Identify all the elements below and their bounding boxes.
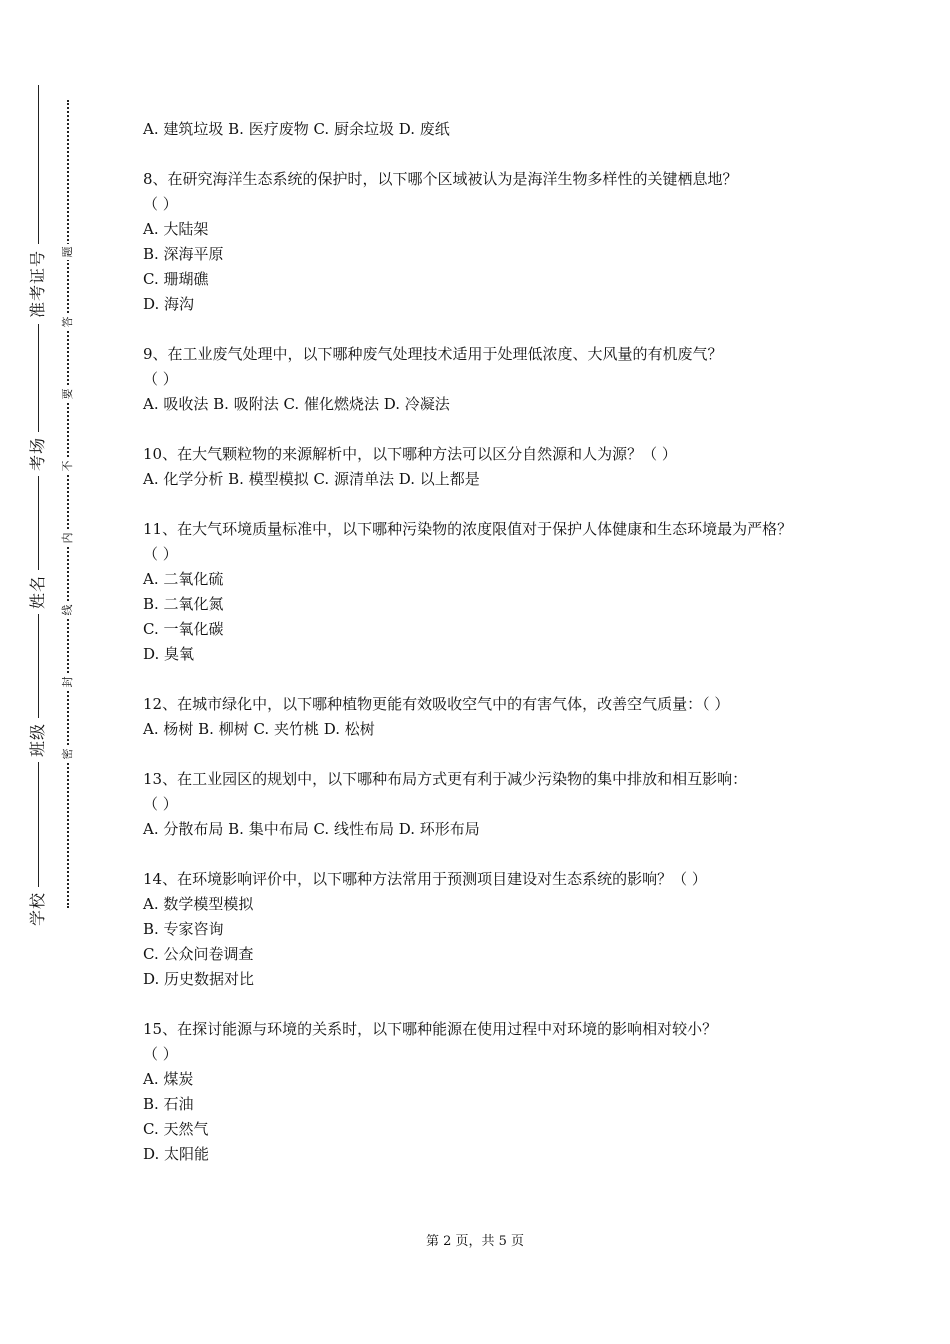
binding-solid-line (38, 85, 39, 925)
question-option: C. 天然气 (143, 1120, 209, 1138)
question-stem: 13、在工业园区的规划中，以下哪种布局方式更有利于减少污染物的集中排放和相互影响： (143, 770, 748, 788)
question-7-continuation (143, 117, 813, 142)
question-list (143, 117, 813, 1192)
question-answer-blank: （ ） (143, 1045, 178, 1063)
field-label-name: 姓名 (16, 570, 60, 614)
question-10 (143, 442, 813, 492)
question-stem: 10、在大气颗粒物的来源解析中，以下哪种方法可以区分自然源和人为源？（ ） (143, 445, 677, 463)
question-options-inline: A. 分散布局 B. 集中布局 C. 线性布局 D. 环形布局 (143, 820, 480, 838)
question-stem: 11、在大气环境质量标准中，以下哪种污染物的浓度限值对于保护人体健康和生态环境最为严格？（ ） (143, 520, 793, 563)
question-option: A. 二氧化硫 (143, 570, 224, 588)
question-8 (143, 167, 813, 317)
field-label-class: 班级 (16, 718, 60, 762)
question-option: C. 一氧化碳 (143, 620, 224, 638)
question-answer-blank: （ ） (143, 195, 178, 213)
seal-char: 要 (60, 386, 76, 402)
question-12 (143, 692, 813, 742)
question-9 (143, 342, 813, 417)
field-label-exam-room: 考场 (16, 432, 60, 476)
question-options-inline: A. 建筑垃圾 B. 医疗废物 C. 厨余垃圾 D. 废纸 (143, 120, 450, 138)
question-options-inline: A. 吸收法 B. 吸附法 C. 催化燃烧法 D. 冷凝法 (143, 395, 450, 413)
seal-char: 密 (60, 746, 76, 762)
question-option: A. 数学模型模拟 (143, 895, 254, 913)
seal-char: 线 (60, 602, 76, 618)
question-option: B. 石油 (143, 1095, 194, 1113)
field-label-school: 学校 (16, 887, 60, 931)
seal-char: 封 (60, 674, 76, 690)
binding-dotted-line (67, 100, 69, 908)
question-option: A. 大陆架 (143, 220, 209, 238)
question-answer-blank: （ ） (143, 795, 178, 813)
question-option: B. 深海平原 (143, 245, 224, 263)
page-number: 第 2 页，共 5 页 (425, 1234, 525, 1249)
question-option: D. 臭氧 (143, 645, 195, 663)
question-option: A. 煤炭 (143, 1070, 194, 1088)
question-stem: 12、在城市绿化中，以下哪种植物更能有效吸收空气中的有害气体，改善空气质量：（ ） (143, 695, 730, 713)
seal-char: 不 (60, 458, 76, 474)
question-option: D. 历史数据对比 (143, 970, 255, 988)
question-stem: 15、在探讨能源与环境的关系时，以下哪种能源在使用过程中对环境的影响相对较小？ (143, 1020, 718, 1038)
question-15 (143, 1017, 813, 1167)
question-option: D. 海沟 (143, 295, 195, 313)
seal-char: 答 (60, 314, 76, 330)
question-11 (143, 517, 813, 667)
field-label-exam-number: 准考证号 (16, 244, 60, 324)
seal-char: 题 (60, 244, 76, 260)
question-14 (143, 867, 813, 992)
question-stem: 14、在环境影响评价中，以下哪种方法常用于预测项目建设对生态系统的影响？（ ） (143, 870, 707, 888)
question-stem: 9、在工业废气处理中，以下哪种废气处理技术适用于处理低浓度、大风量的有机废气？ (143, 345, 723, 363)
question-answer-blank: （ ） (143, 370, 178, 388)
seal-char: 内 (60, 530, 76, 546)
question-option: C. 珊瑚礁 (143, 270, 209, 288)
question-option: D. 太阳能 (143, 1145, 210, 1163)
question-options-inline: A. 杨树 B. 柳树 C. 夹竹桃 D. 松树 (143, 720, 375, 738)
question-option: B. 专家咨询 (143, 920, 224, 938)
question-options-inline: A. 化学分析 B. 模型模拟 C. 源清单法 D. 以上都是 (143, 470, 480, 488)
question-13 (143, 767, 813, 842)
question-option: C. 公众问卷调查 (143, 945, 254, 963)
question-option: B. 二氧化氮 (143, 595, 224, 613)
question-stem: 8、在研究海洋生态系统的保护时，以下哪个区域被认为是海洋生物多样性的关键栖息地？ (143, 170, 738, 188)
